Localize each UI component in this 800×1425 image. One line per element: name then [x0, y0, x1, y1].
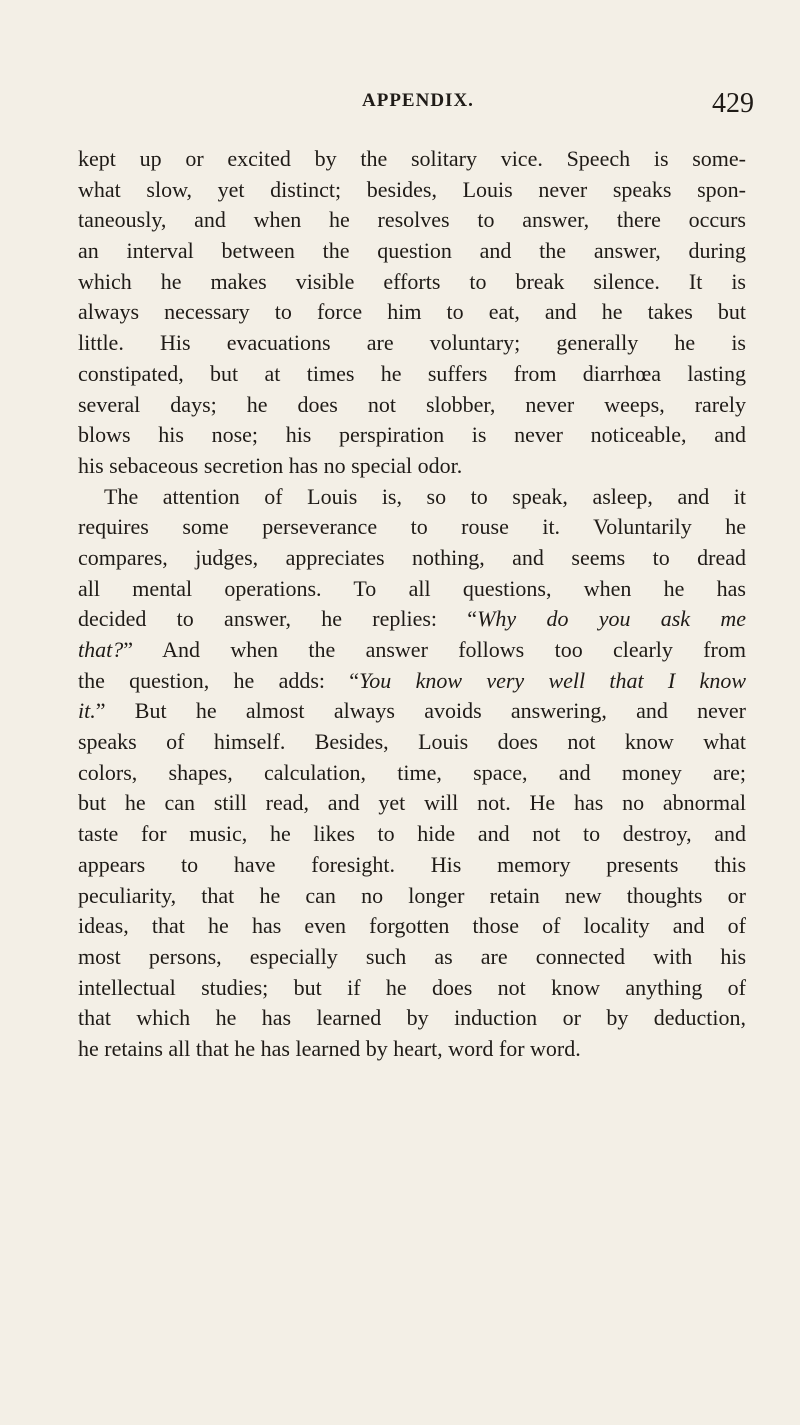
text-line: appears to have foresight. His memory presents this	[78, 851, 746, 877]
text-line: but he can still read, and yet will not. He has no abnormal	[78, 790, 746, 816]
italic-quote: Why do you ask me	[477, 606, 746, 632]
text-line: all mental operations. To all questions, when he has	[78, 575, 746, 601]
text-line: always necessary to force him to eat, and he takes but	[78, 299, 746, 325]
italic-quote: it.	[78, 698, 96, 724]
text-line: that which he has learned by induction or by deduction,	[78, 1005, 746, 1031]
text-line: colors, shapes, calculation, time, space, and money are;	[78, 759, 746, 785]
text-line: taneously, and when he resolves to answer, there occurs	[78, 207, 746, 233]
text-line: what slow, yet distinct; besides, Louis never speaks spon-	[78, 176, 746, 202]
text-line: an interval between the question and the answer, during	[78, 238, 746, 264]
text-line: which he makes visible efforts to break silence. It is	[78, 268, 746, 294]
text-line: he retains all that he has learned by heart, word for word.	[78, 1035, 581, 1061]
text-span: ” And when the answer follows too clearly from	[123, 637, 746, 662]
text-line: taste for music, he likes to hide and not to destroy, and	[78, 821, 746, 847]
text-span: ” But he almost always avoids answering, and never	[95, 698, 746, 724]
text-line: constipated, but at times he suffers from diarrhœa lasting	[78, 360, 746, 386]
text-line: intellectual studies; but if he does not know anything of	[78, 974, 746, 1000]
running-title: APPENDIX.	[362, 90, 474, 111]
text-line: requires some perseverance to rouse it. Voluntarily he	[78, 514, 746, 540]
text-line: ideas, that he has even forgotten those of locality and of	[78, 913, 746, 939]
text-line: speaks of himself. Besides, Louis does not know what	[78, 729, 746, 755]
page-number: 429	[712, 88, 754, 119]
text-line	[78, 696, 746, 727]
text-line: little. His evacuations are voluntary; generally he is	[78, 330, 746, 356]
text-line: kept up or excited by the solitary vice. Speech is some-	[78, 146, 746, 171]
text-line: peculiarity, that he can no longer retain new thoughts or	[78, 882, 746, 908]
text-line: most persons, especially such as are connected with his	[78, 943, 746, 969]
text-line: his sebaceous secretion has no special odor.	[78, 452, 463, 478]
text-line	[78, 666, 746, 697]
text-line: compares, judges, appreciates nothing, and seems to dread	[78, 544, 746, 570]
text-line: The attention of Louis is, so to speak, asleep, and it	[104, 483, 746, 509]
text-line	[78, 604, 746, 635]
text-span: decided to answer, he replies: “	[78, 606, 478, 632]
italic-quote: You know very well that I know	[359, 667, 746, 693]
italic-quote: that?	[78, 637, 124, 662]
text-line: blows his nose; his perspiration is never noticeable, and	[78, 422, 746, 448]
text-span: the question, he adds: “	[78, 667, 360, 693]
running-header	[0, 88, 800, 122]
text-line	[78, 635, 746, 666]
body-text	[78, 144, 746, 1065]
text-line: several days; he does not slobber, never weeps, rarely	[78, 391, 746, 417]
